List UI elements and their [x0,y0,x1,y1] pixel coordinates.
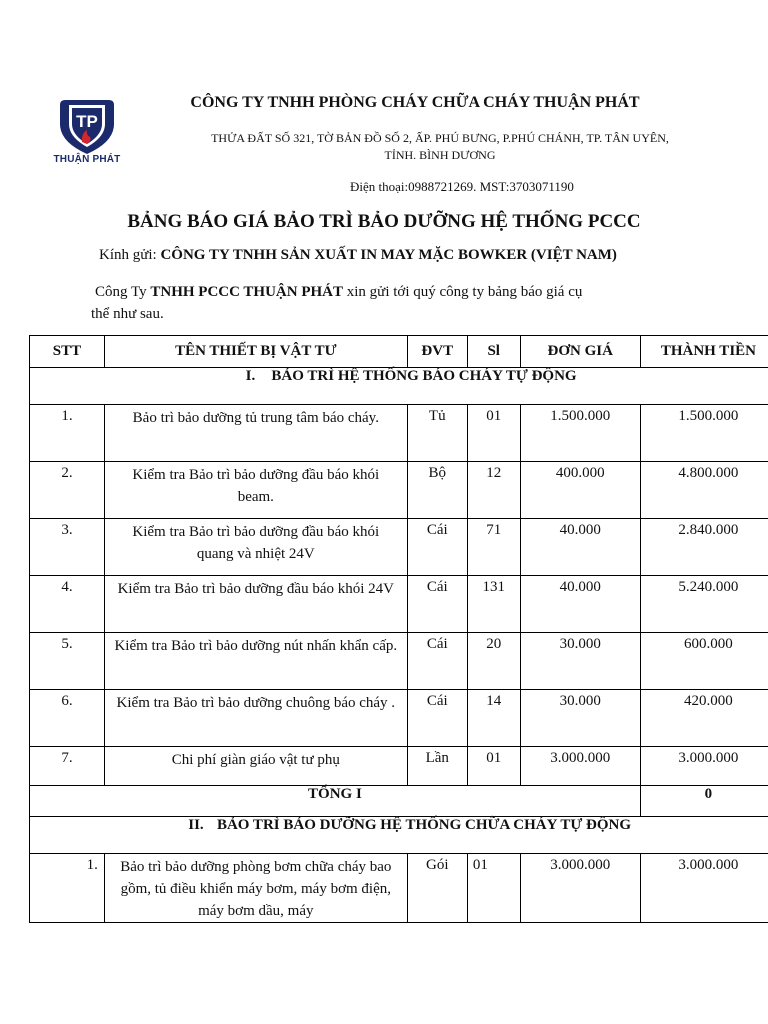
cell-unit: Tủ [407,405,467,462]
cell-qty: 20 [467,633,520,690]
company-name: CÔNG TY TNHH PHÒNG CHÁY CHỮA CHÁY THUẬN PHÁT [190,94,640,111]
document-title: BẢNG BÁO GIÁ BẢO TRÌ BẢO DƯỠNG HỆ THỐNG PCCC [127,211,641,232]
cell-price: 3.000.000 [520,747,640,786]
cell-price: 3.000.000 [520,854,640,923]
header-price: ĐƠN GIÁ [520,336,640,368]
intro-paragraph [91,281,691,325]
cell-qty: 01 [467,854,520,923]
intro-suffix: xin gửi tới quý công ty bảng báo giá cụ [343,284,583,300]
cell-unit: Cái [407,633,467,690]
cell-unit: Cái [407,519,467,576]
cell-stt: 6. [30,690,105,747]
cell-unit: Lần [407,747,467,786]
table-row [30,462,768,519]
cell-qty: 131 [467,576,520,633]
cell-unit: Bộ [407,462,467,519]
cell-stt: 2. [30,462,105,519]
cell-name: Kiểm tra Bảo trì bảo dưỡng nút nhấn khẩn cấp. [104,633,407,690]
cell-stt: 3. [30,519,105,576]
cell-total: 3.000.000 [640,747,768,786]
table-row [30,690,768,747]
cell-name: Chi phí giàn giáo vật tư phụ [104,747,407,786]
header-name: TÊN THIẾT BỊ VẬT TƯ [104,336,407,368]
section-2-title: BẢO TRÌ BẢO DƯỠNG HỆ THỐNG CHỮA CHÁY TỰ ĐỘNG [216,817,632,833]
header-stt: STT [30,336,105,368]
address-line-1: THỬA ĐẤT SỐ 321, TỜ BẢN ĐỒ SỐ 2, ẤP. PHÚ BƯNG, P.PHÚ CHÁNH, TP. TÂN UYÊN, [211,131,669,145]
recipient-label: Kính gửi: [99,247,161,263]
logo-initials: TP [76,112,98,131]
cell-price: 400.000 [520,462,640,519]
address-line-2: TỈNH. BÌNH DƯƠNG [384,148,496,162]
cell-stt: 1. [30,854,105,923]
cell-unit: Cái [407,576,467,633]
header-unit: ĐVT [407,336,467,368]
cell-price: 40.000 [520,576,640,633]
table-row [30,633,768,690]
cell-total: 2.840.000 [640,519,768,576]
cell-total: 3.000.000 [640,854,768,923]
cell-price: 40.000 [520,519,640,576]
table-header-row [30,336,768,368]
cell-qty: 01 [467,747,520,786]
cell-name: Kiểm tra Bảo trì bảo dưỡng chuông báo cháy . [104,690,407,747]
cell-stt: 5. [30,633,105,690]
cell-name: Kiểm tra Bảo trì bảo dưỡng đầu báo khói quang và nhiệt 24V [104,519,407,576]
logo-text: THUẬN PHÁT [53,154,121,165]
cell-total: 4.800.000 [640,462,768,519]
cell-unit: Cái [407,690,467,747]
cell-qty: 12 [467,462,520,519]
section-2-number: II. [188,817,204,833]
company-phone: Điện thoại:0988721269. MST:3703071190 [350,179,574,194]
cell-name: Kiểm tra Bảo trì bảo dưỡng đầu báo khói beam. [104,462,407,519]
cell-unit: Gói [407,854,467,923]
cell-qty: 01 [467,405,520,462]
cell-price: 30.000 [520,633,640,690]
table-row [30,519,768,576]
table-row [30,747,768,786]
intro-prefix: Công Ty [95,284,151,300]
cell-stt: 4. [30,576,105,633]
cell-total: 600.000 [640,633,768,690]
total-value: 0 [640,786,768,817]
cell-name: Bảo trì bảo dưỡng tủ trung tâm báo cháy. [104,405,407,462]
section-row-1 [30,368,768,405]
cell-qty: 71 [467,519,520,576]
cell-name: Bảo trì bảo dưỡng phòng bơm chữa cháy bao gồm, tủ điều khiển máy bơm, máy bơm điện, máy bơm dầu, máy [104,854,407,923]
cell-total: 420.000 [640,690,768,747]
cell-name: Kiểm tra Bảo trì bảo dưỡng đầu báo khói 24V [104,576,407,633]
cell-stt: 1. [30,405,105,462]
cell-price: 1.500.000 [520,405,640,462]
company-address [150,130,730,164]
section-1-number: I. [245,368,256,384]
recipient-line [99,247,617,264]
total-row-1 [30,786,768,817]
recipient-name: CÔNG TY TNHH SẢN XUẤT IN MAY MẶC BOWKER (VIỆT NAM) [160,247,617,263]
cell-total: 1.500.000 [640,405,768,462]
header-qty: Sl [467,336,520,368]
cell-stt: 7. [30,747,105,786]
cell-qty: 14 [467,690,520,747]
section-row-2 [30,817,768,854]
cell-price: 30.000 [520,690,640,747]
table-row [30,405,768,462]
quote-table [29,335,768,923]
cell-total: 5.240.000 [640,576,768,633]
table-row [30,854,768,923]
table-row [30,576,768,633]
intro-line-2: thể như sau. [91,306,164,322]
section-1-title: BẢO TRÌ HỆ THỐNG BÁO CHÁY TỰ ĐỘNG [271,368,577,384]
intro-company: TNHH PCCC THUẬN PHÁT [150,284,344,300]
total-label: TỔNG I [30,786,641,817]
header-total: THÀNH TIỀN [640,336,768,368]
